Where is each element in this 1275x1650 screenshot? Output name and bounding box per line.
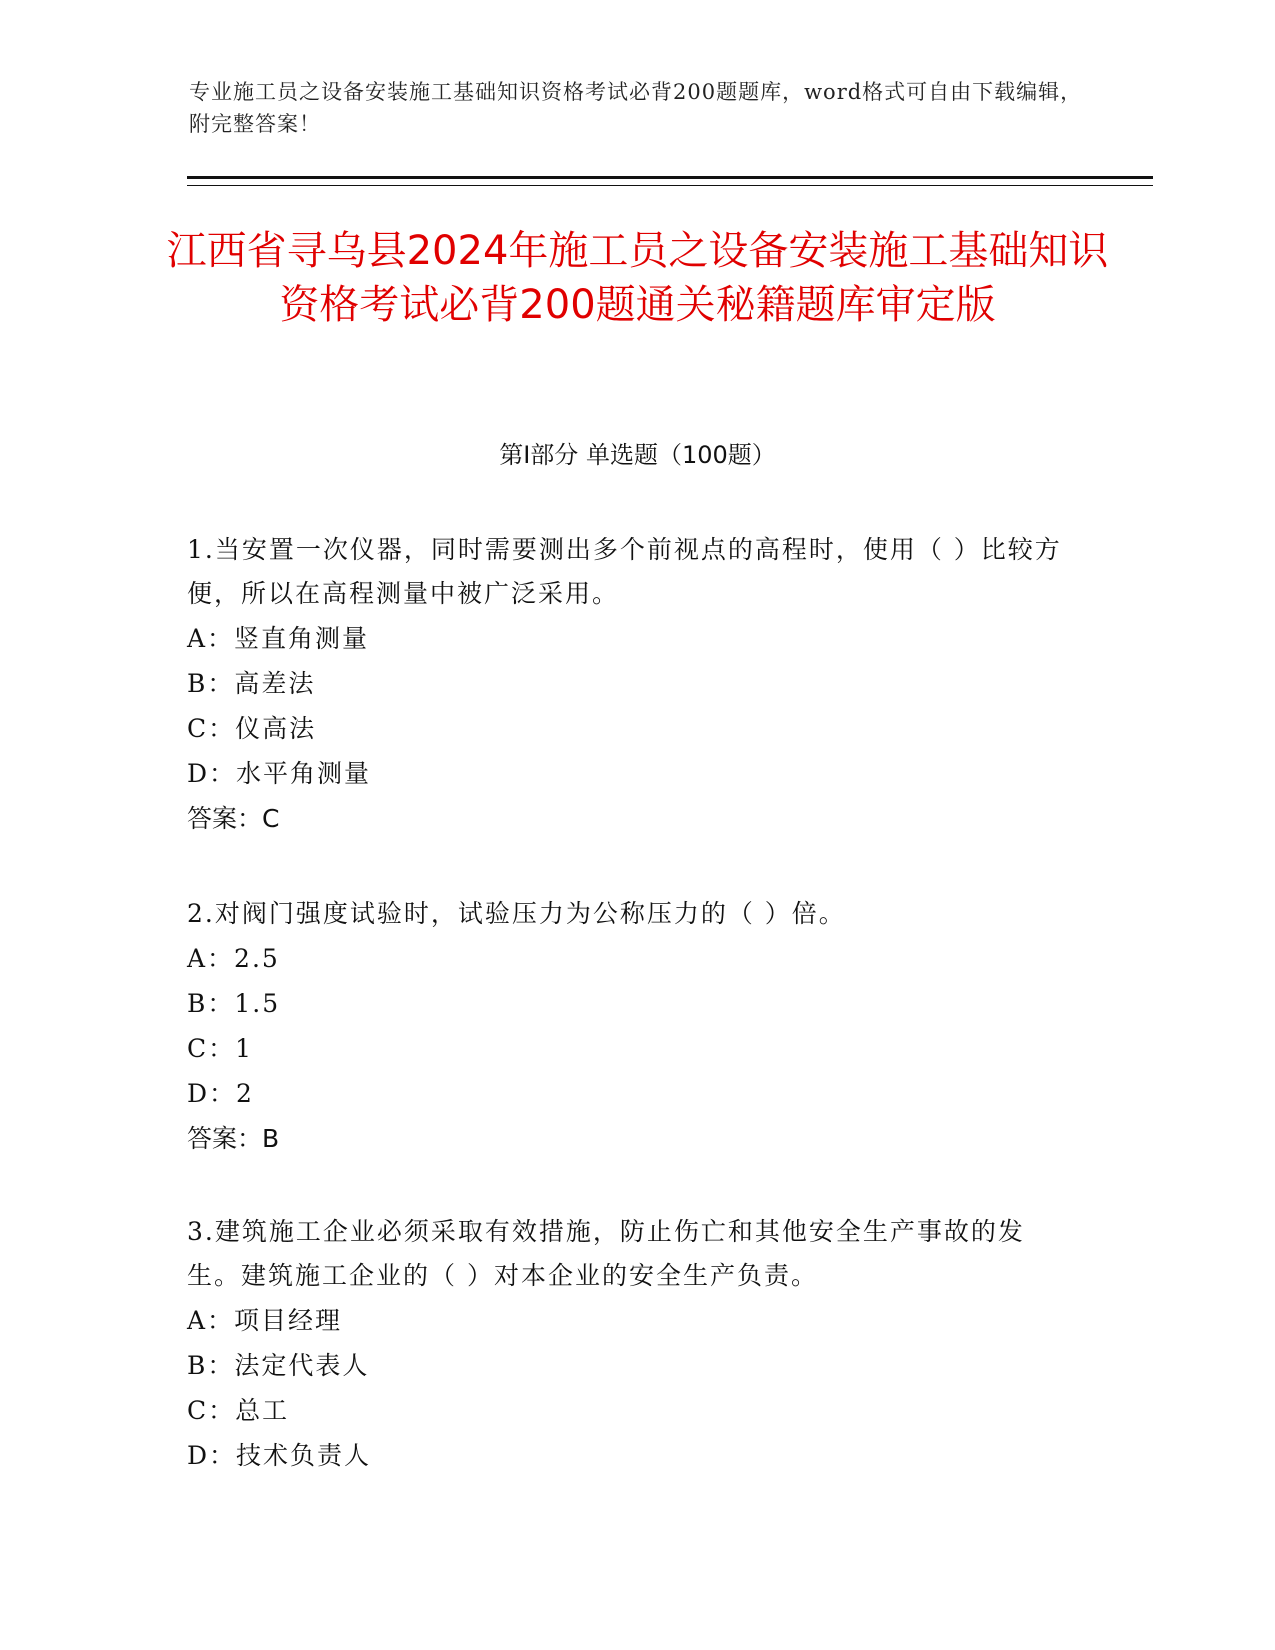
header-note: 专业施工员之设备安装施工基础知识资格考试必背200题题库，word格式可自由下载编辑，附完整答案！ xyxy=(189,80,1083,136)
option-b: B：法定代表人 xyxy=(187,1351,370,1380)
option-d: D：2 xyxy=(187,1079,254,1108)
section-heading: 第Ⅰ部分 单选题（100题） xyxy=(499,441,776,469)
header-divider-thick xyxy=(187,176,1153,179)
answer-line: 答案：B xyxy=(187,1124,280,1153)
document-title: 江西省寻乌县2024年施工员之设备安装施工基础知识资格考试必背200题通关秘籍题库审定版 xyxy=(166,228,1109,328)
question-stem: 1.当安置一次仪器，同时需要测出多个前视点的高程时，使用（ ）比较方便，所以在高程测量中被广泛采用。 xyxy=(187,535,1062,608)
option-c: C：1 xyxy=(187,1034,254,1063)
option-a: A：2.5 xyxy=(187,944,280,973)
question-stem: 2.对阀门强度试验时，试验压力为公称压力的（ ）倍。 xyxy=(187,899,846,928)
question-3 xyxy=(187,1210,1077,1478)
question-1 xyxy=(187,528,1077,841)
option-d: D：技术负责人 xyxy=(187,1441,372,1470)
question-stem: 3.建筑施工企业必须采取有效措施，防止伤亡和其他安全生产事故的发生。建筑施工企业的（ ）对本企业的安全生产负责。 xyxy=(187,1217,1025,1290)
header-divider-thin xyxy=(187,185,1153,186)
option-b: B：高差法 xyxy=(187,669,316,698)
answer-line: 答案：C xyxy=(187,804,280,833)
option-c: C：仪高法 xyxy=(187,714,317,743)
question-2 xyxy=(187,892,1077,1161)
option-a: A：竖直角测量 xyxy=(187,624,370,653)
option-b: B：1.5 xyxy=(187,989,281,1018)
option-a: A：项目经理 xyxy=(187,1306,343,1335)
option-c: C：总工 xyxy=(187,1396,290,1425)
option-d: D：水平角测量 xyxy=(187,759,372,788)
